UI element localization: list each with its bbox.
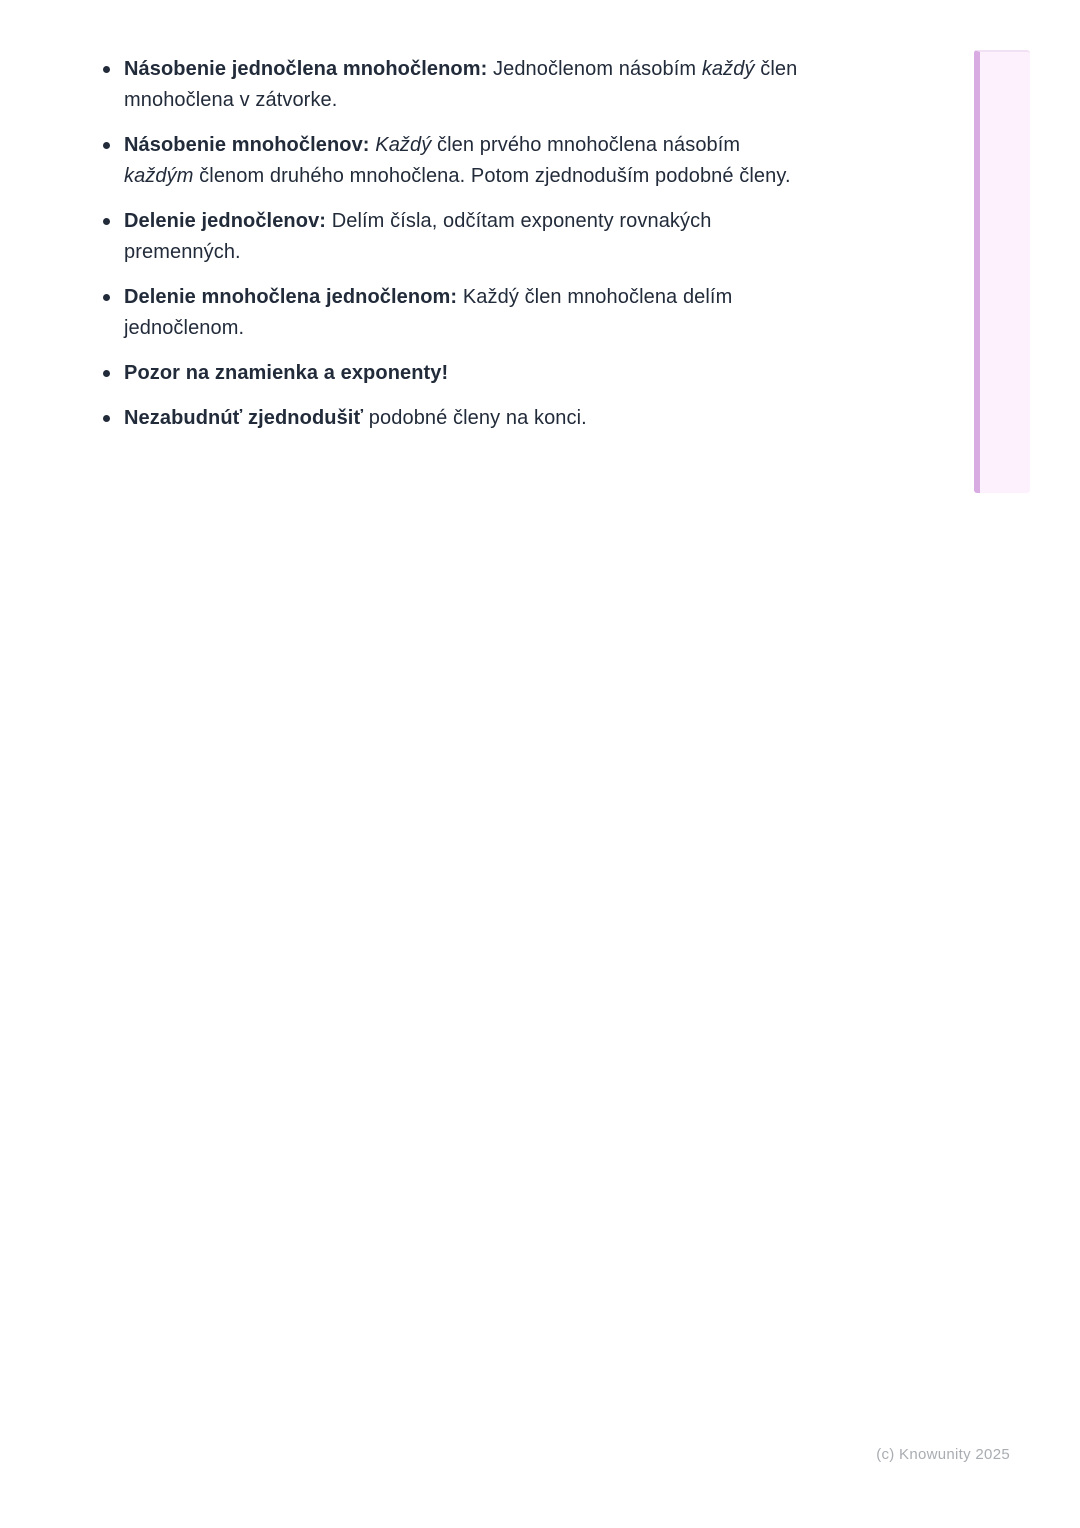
text-segment: člen prvého mnohočlena násobím (431, 134, 741, 156)
text-segment: Jednočlenom násobím (487, 58, 702, 80)
text-segment: jednočlenom. (124, 317, 245, 339)
list-item (124, 403, 860, 434)
list-item-line (124, 237, 860, 268)
notes-list (0, 54, 900, 448)
text-segment: Každý člen mnohočlena delím (457, 286, 733, 308)
list-item-line (124, 403, 860, 434)
footer-credit: (c) Knowunity 2025 (876, 1446, 1010, 1463)
text-segment: podobné členy na konci. (363, 407, 587, 429)
text-segment: premenných. (124, 241, 241, 263)
text-segment: každým (124, 165, 194, 187)
text-segment: Násobenie jednočlena mnohočlenom: (124, 58, 488, 80)
list-item-line (124, 85, 860, 116)
highlight-box-fragment (974, 50, 1030, 493)
text-segment: každý (701, 58, 755, 80)
list-item-line (124, 282, 860, 313)
list-item-line (124, 206, 860, 237)
text-segment: členom druhého mnohočlena. Potom zjednoduším podobné členy. (193, 165, 791, 187)
list-item (124, 54, 860, 116)
text-segment: člen (754, 58, 798, 80)
list-item-line (124, 358, 860, 389)
text-segment: Násobenie mnohočlenov: (124, 134, 370, 156)
list-item-line (124, 54, 860, 85)
text-segment: Nezabudnúť zjednodušiť (124, 407, 364, 429)
text-segment: Pozor na znamienka a exponenty! (124, 362, 449, 384)
list-item-line (124, 161, 860, 192)
list-item (124, 130, 860, 192)
list-item (124, 358, 860, 389)
text-segment: Delím čísla, odčítam exponenty rovnakých (326, 210, 712, 232)
text-segment: mnohočlena v zátvorke. (124, 89, 338, 111)
text-segment: Každý (375, 134, 432, 156)
list-item (124, 206, 860, 268)
text-segment: Delenie mnohočlena jednočlenom: (124, 286, 458, 308)
list-item (124, 282, 860, 344)
list-item-line (124, 313, 860, 344)
text-segment: Delenie jednočlenov: (124, 210, 327, 232)
list-item-line (124, 130, 860, 161)
